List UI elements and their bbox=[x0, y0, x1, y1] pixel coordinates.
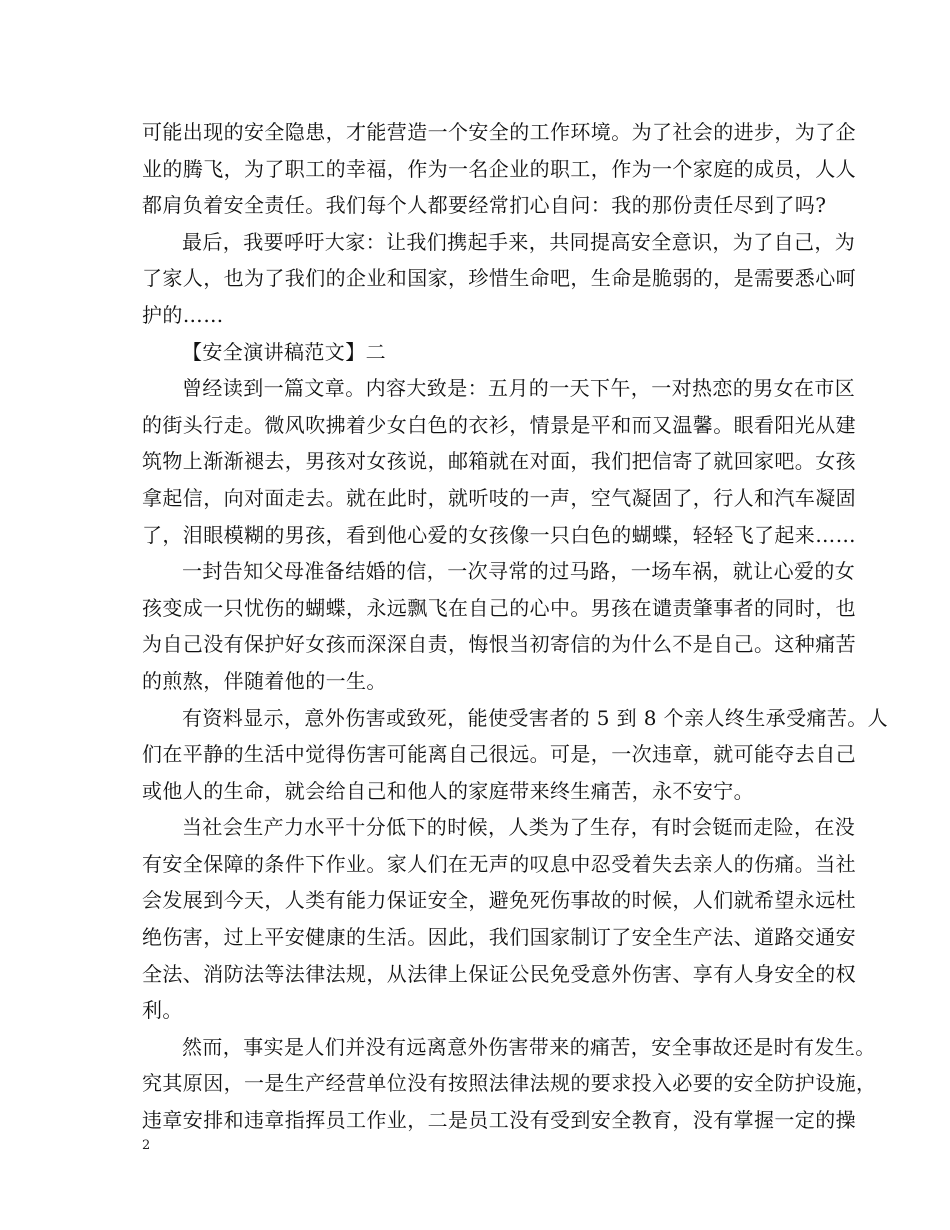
paragraph-line: 然而，事实是人们并没有远离意外伤害带来的痛苦，安全事故还是时有发生。 bbox=[182, 1034, 876, 1059]
body-paragraph bbox=[142, 334, 832, 371]
paragraph-line: 曾经读到一篇文章。内容大致是：五月的一天下午，一对热恋的男女在市区 bbox=[182, 376, 856, 401]
body-paragraph bbox=[142, 224, 856, 334]
paragraph-line: 最后，我要呼吁大家：让我们携起手来，共同提高安全意识，为了自己，为 bbox=[182, 229, 856, 254]
paragraph-line: 利。 bbox=[142, 998, 183, 1023]
paragraph-line: 护的…… bbox=[142, 302, 224, 327]
body-paragraph bbox=[142, 553, 856, 699]
paragraph-line: 了，泪眼模糊的男孩，看到他心爱的女孩像一只白色的蝴蝶，轻轻飞了起来…… bbox=[142, 522, 856, 547]
body-paragraph bbox=[142, 370, 856, 553]
paragraph-line: 拿起信，向对面走去。就在此时，就听吱的一声，空气凝固了，行人和汽车凝固 bbox=[142, 485, 856, 510]
paragraph-line: 【安全演讲稿范文】二 bbox=[182, 339, 386, 364]
paragraph-line: 了家人，也为了我们的企业和国家，珍惜生命吧，生命是脆弱的，是需要悉心呵 bbox=[142, 266, 856, 291]
paragraph-line: 筑物上渐渐褪去，男孩对女孩说，邮箱就在对面，我们把信寄了就回家吧。女孩 bbox=[142, 449, 856, 474]
body-paragraph bbox=[142, 114, 856, 224]
paragraph-line: 们在平静的生活中觉得伤害可能离自己很远。可是，一次违章，就可能夺去自己 bbox=[142, 742, 856, 767]
paragraph-line: 会发展到今天，人类有能力保证安全，避免死伤事故的时候，人们就希望永远杜 bbox=[142, 888, 856, 913]
paragraph-line: 全法、消防法等法律法规，从法律上保证公民免受意外伤害、享有人身安全的权 bbox=[142, 961, 856, 986]
paragraph-line: 绝伤害，过上平安健康的生活。因此，我们国家制订了安全生产法、道路交通安 bbox=[142, 925, 856, 950]
body-paragraph bbox=[142, 809, 856, 1029]
paragraph-line: 都肩负着安全责任。我们每个人都要经常扪心自问：我的那份责任尽到了吗? bbox=[142, 193, 827, 218]
paragraph-line: 业的腾飞，为了职工的幸福，作为一名企业的职工，作为一个家庭的成员，人人 bbox=[142, 156, 856, 181]
paragraph-line: 孩变成一只忧伤的蝴蝶，永远飘飞在自己的心中。男孩在谴责肇事者的同时，也 bbox=[142, 595, 856, 620]
paragraph-line: 的街头行走。微风吹拂着少女白色的衣衫，情景是平和而又温馨。眼看阳光从建 bbox=[142, 412, 856, 437]
paragraph-line: 的煎熬，伴随着他的一生。 bbox=[142, 668, 387, 693]
body-paragraph bbox=[142, 1029, 877, 1139]
document-body bbox=[142, 114, 889, 1139]
paragraph-line: 违章安排和违章指挥员工作业，二是员工没有受到安全教育，没有掌握一定的操 bbox=[142, 1108, 856, 1133]
paragraph-line: 有安全保障的条件下作业。家人们在无声的叹息中忍受着失去亲人的伤痛。当社 bbox=[142, 851, 856, 876]
paragraph-line: 当社会生产力水平十分低下的时候，人类为了生存，有时会铤而走险，在没 bbox=[182, 815, 856, 840]
body-paragraph bbox=[142, 700, 889, 810]
page-number: 2 bbox=[142, 1138, 151, 1153]
paragraph-line: 究其原因，一是生产经营单位没有按照法律法规的要求投入必要的安全防护设施， bbox=[142, 1071, 877, 1096]
paragraph-line: 一封告知父母准备结婚的信，一次寻常的过马路，一场车祸，就让心爱的女 bbox=[182, 559, 856, 584]
paragraph-line: 为自己没有保护好女孩而深深自责，悔恨当初寄信的为什么不是自己。这种痛苦 bbox=[142, 632, 856, 657]
paragraph-line: 可能出现的安全隐患，才能营造一个安全的工作环境。为了社会的进步，为了企 bbox=[142, 120, 856, 144]
paragraph-line: 或他人的生命，就会给自己和他人的家庭带来终生痛苦，永不安宁。 bbox=[142, 778, 754, 803]
paragraph-line: 有资料显示，意外伤害或致死，能使受害者的 5 到 8 个亲人终生承受痛苦。人 bbox=[182, 705, 889, 730]
